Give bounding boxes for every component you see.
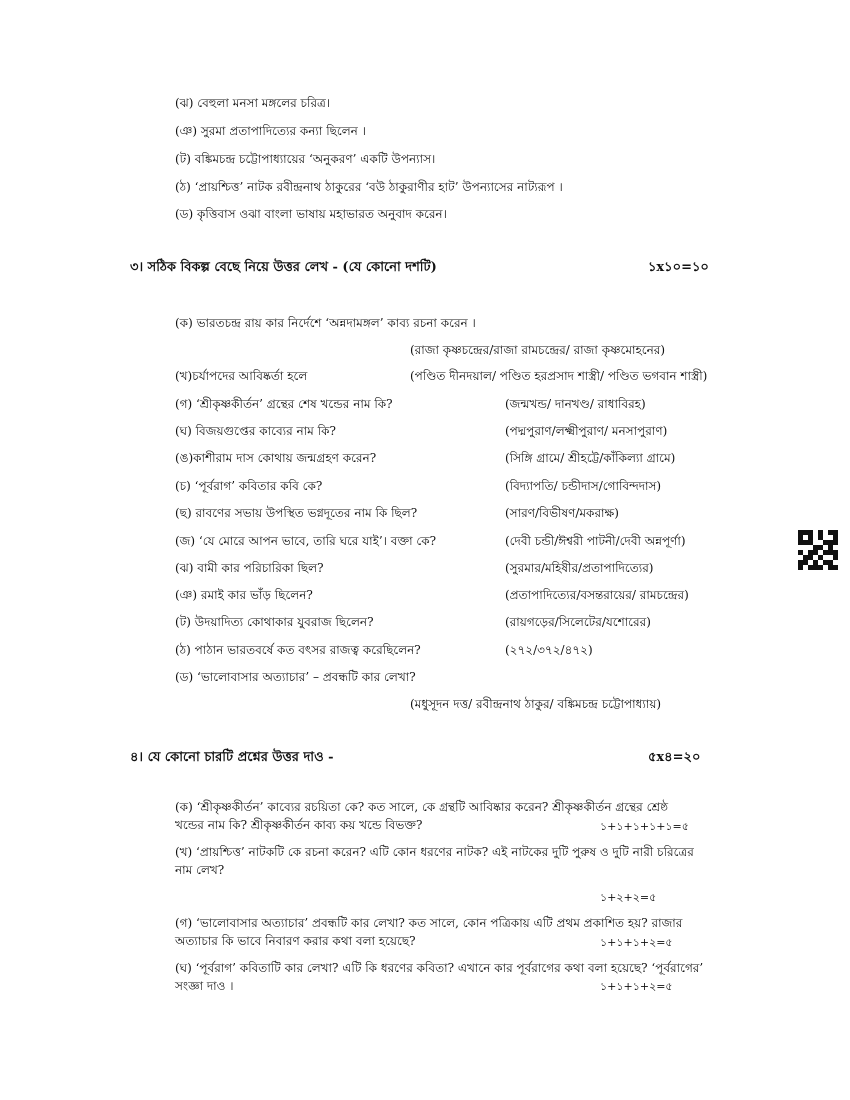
- mcq-options: (রায়গড়ের/সিলেটের/যশোরের): [505, 615, 651, 629]
- mcq-options: (পদ্মপুরাণ/লক্ষ্মীপুরাণ/ মনসাপুরাণ): [505, 424, 668, 438]
- mcq-question: (ছ) রাবণের সভায় উপস্থিত ভগ্নদূতের নাম কি ছিল?: [175, 506, 418, 520]
- section-4-marks: ৫x৪=২০: [648, 750, 701, 765]
- long-question-line: (খ) ‘প্রায়শ্চিত্ত’ নাটকটি কে রচনা করেন? এটি কোন ধরণের নাটক? এই নাটকের দুটি পুরুষ ও দুটি নারী চরিত্রের: [175, 845, 694, 859]
- question-marks: ১+১+১+১+১=৫: [600, 820, 689, 833]
- mcq-options: (রাজা কৃষ্ণচন্দ্রের/রাজা রামচন্দ্রের/ রাজা কৃষ্ণমোহনের): [410, 343, 666, 357]
- long-question-line: সংজ্ঞা দাও ।: [175, 979, 234, 993]
- mcq-question: (খ)চর্যাপদের আবিষ্কর্তা হলে: [175, 369, 308, 383]
- mcq-question: (চ) ‘পূর্বরাগ’ কবিতার কবি কে?: [175, 479, 323, 493]
- mcq-question: (ঘ) বিজয়গুপ্তের কাব্যের নাম কি?: [175, 424, 336, 438]
- mcq-options: (পণ্ডিত দীনদয়াল/ পণ্ডিত হরপ্রসাদ শাস্ত্রী/ পণ্ডিত ভগবান শাস্ত্রী): [410, 369, 708, 383]
- long-question-line: খন্ডের নাম কি? শ্রীকৃষ্ণকীর্তন কাব্য কয় খন্ডে বিভক্ত?: [175, 818, 423, 832]
- statement-jha: (ঝ) বেহুলা মনসা মঙ্গলের চরিত্র।: [175, 96, 331, 110]
- section-3-heading: ৩। সঠিক বিকল্প বেছে নিয়ে উত্তর লেখ - (যে কোনো দশটি): [130, 260, 437, 275]
- mcq-options: (সুরমার/মহিষীর/প্রতাপাদিত্যের): [505, 561, 654, 575]
- mcq-question: (গ) ‘শ্রীকৃষ্ণকীর্তন’ গ্রন্থের শেষ খন্ডের নাম কি?: [175, 397, 393, 411]
- long-question-line: নাম লেখ?: [175, 863, 225, 877]
- mcq-options: (প্রতাপাদিত্যের/বসন্তরায়ের/ রামচন্দ্রের): [505, 588, 689, 602]
- mcq-options: (বিদ্যাপতি/ চন্ডীদাস/গোবিন্দদাস): [505, 479, 662, 493]
- long-question-line: (ঘ) ‘পূর্বরাগ’ কবিতাটি কার লেখা? এটি কি ধরণের কবিতা? এখানে কার পূর্বরাগের কথা বলা হয়েছে? ‘পূর্বরাগের’: [175, 961, 704, 975]
- statement-nya: (ঞ) সুরমা প্রতাপাদিত্যের কন্যা ছিলেন ।: [175, 124, 366, 138]
- mcq-options: (সিঙ্গি গ্রামে/ শ্রীহট্টে/কাঁকিল্যা গ্রামে): [505, 451, 676, 465]
- mcq-question: (জ) ‘যে মোরে আপন ভাবে, তারি ঘরে যাই’। বক্তা কে?: [175, 534, 437, 548]
- mcq-question: (ঙ)কাশীরাম দাস কোথায় জন্মগ্রহণ করেন?: [175, 451, 377, 465]
- statement-da: (ড) কৃত্তিবাস ওঝা বাংলা ভাষায় মহাভারত অনুবাদ করেন।: [175, 207, 447, 221]
- mcq-options: (জন্মখন্ড/ দানখণ্ড/ রাধাবিরহ): [505, 397, 646, 411]
- section-3-marks: ১x১০=১০: [648, 260, 709, 275]
- long-question-line: (ক) ‘শ্রীকৃষ্ণকীর্তন’ কাব্যের রচয়িতা কে? কত সালে, কে গ্রন্থটি আবিষ্কার করেন? শ্রীকৃষ্ণকীর্তন গ্রন্থের শ্রেষ্ঠ: [175, 800, 669, 814]
- section-4-heading: ৪। যে কোনো চারটি প্রশ্নের উত্তর দাও -: [130, 750, 334, 765]
- question-marks: ১+২+২=৫: [600, 891, 657, 904]
- mcq-question: (ড) ‘ভালোবাসার অত্যাচার’ – প্রবন্ধটি কার লেখা?: [175, 670, 416, 684]
- mcq-options: (২৭২/৩৭২/৪৭২): [505, 643, 593, 657]
- mcq-options: (মধুসূদন দত্ত/ রবীন্দ্রনাথ ঠাকুর/ বঙ্কিমচন্দ্র চট্টোপাধ্যায়): [410, 697, 662, 711]
- question-marks: ১+১+১+২=৫: [600, 980, 673, 993]
- mcq-options: (সারণ/বিভীষণ/মকরাক্ষ): [505, 506, 619, 520]
- question-marks: ১+১+১+২=৫: [600, 936, 673, 949]
- mcq-question: (ঠ) পাঠান ভারতবর্ষে কত বৎসর রাজত্ব করেছিলেন?: [175, 643, 421, 657]
- mcq-question: (ট) উদয়াদিত্য কোথাকার যুবরাজ ছিলেন?: [175, 615, 374, 629]
- mcq-question: (ঞ) রমাই কার ভাঁড় ছিলেন?: [175, 588, 313, 602]
- mcq-question: (ঝ) বামী কার পরিচারিকা ছিল?: [175, 561, 324, 575]
- mcq-options: (দেবী চন্ডী/ঈশ্বরী পাটনী/দেবী অন্নপূর্ণা): [505, 534, 686, 548]
- statement-tha: (ঠ) ‘প্রায়শ্চিত্ত’ নাটক রবীন্দ্রনাথ ঠাকুরের ‘বউ ঠাকুরাণীর হাট’ উপন্যাসের নাট্যরূপ ।: [175, 180, 563, 194]
- statement-ta: (ট) বঙ্কিমচন্দ্র চট্টোপাধ্যায়ের ‘অনুকরণ’ একটি উপন্যাস।: [175, 152, 436, 166]
- qr-code: [798, 530, 838, 570]
- mcq-question: (ক) ভারতচন্দ্র রায় কার নির্দেশে ‘অন্নদামঙ্গল’ কাব্য রচনা করেন ।: [175, 316, 476, 330]
- long-question-line: (গ) ‘ভালোবাসার অত্যাচার’ প্রবন্ধটি কার লেখা? কত সালে, কোন পত্রিকায় এটি প্রথম প্রকাশিত হয়? রাজার: [175, 916, 683, 930]
- long-question-line: অত্যাচার কি ভাবে নিবারণ করার কথা বলা হয়েছে?: [175, 934, 416, 948]
